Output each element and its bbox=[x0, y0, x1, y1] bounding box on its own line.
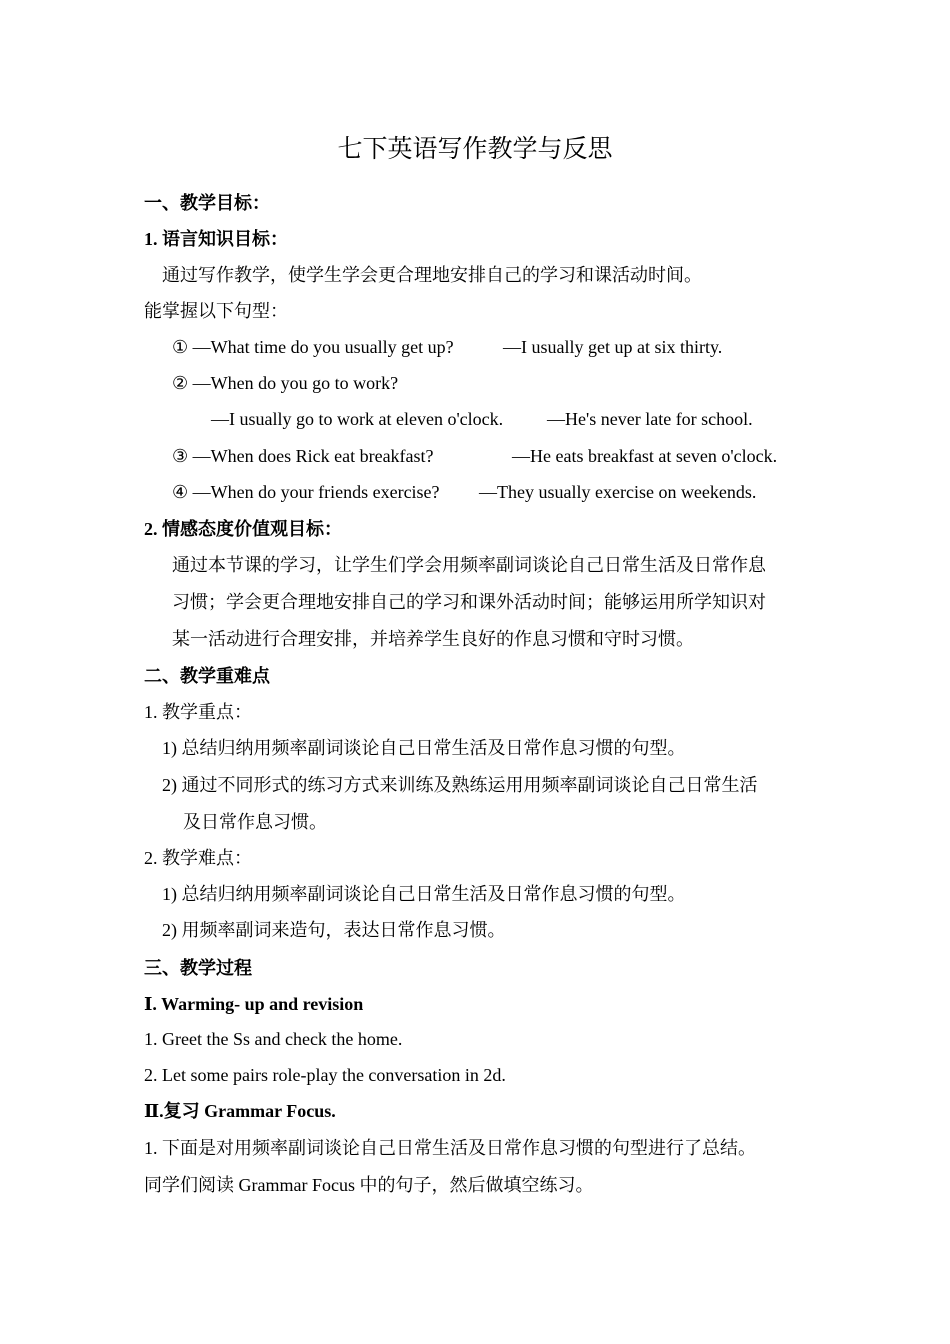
step-heading-grammar-focus: Ⅱ.复习 Grammar Focus. bbox=[144, 1101, 336, 1121]
list-item-continued: 及日常作息习惯。 bbox=[183, 812, 327, 832]
step-item: 2. Let some pairs role-play the conversation in 2d. bbox=[144, 1065, 506, 1085]
list-item: 1) 总结归纳用频率副词谈论自己日常生活及日常作息习惯的句型。 bbox=[162, 738, 686, 758]
list-item: 1) 总结归纳用频率副词谈论自己日常生活及日常作息习惯的句型。 bbox=[162, 884, 686, 904]
step-item-continued: 同学们阅读 Grammar Focus 中的句子，然后做填空练习。 bbox=[144, 1175, 594, 1195]
paragraph: 习惯；学会更合理地安排自己的学习和课外活动时间；能够运用所学知识对 bbox=[172, 592, 766, 612]
subheading-key-point: 1. 教学重点： bbox=[144, 702, 252, 722]
section-heading-goals: 一、教学目标： bbox=[144, 193, 270, 213]
example-sentence-3-answer: —He eats breakfast at seven o'clock. bbox=[512, 446, 778, 466]
step-item: 1. 下面是对用频率副词谈论自己日常生活及日常作息习惯的句型进行了总结。 bbox=[144, 1138, 756, 1158]
example-sentence-4-question: ④ —When do your friends exercise? bbox=[172, 482, 440, 502]
example-sentence-2-question: ② —When do you go to work? bbox=[172, 373, 399, 393]
list-item: 2) 用频率副词来造句，表达日常作息习惯。 bbox=[162, 920, 506, 940]
paragraph: 通过本节课的学习，让学生们学会用频率副词谈论自己日常生活及日常作息 bbox=[172, 555, 766, 575]
list-item: 2) 通过不同形式的练习方式来训练及熟练运用用频率副词谈论自己日常生活 bbox=[162, 775, 758, 795]
example-sentence-2-answer: —I usually go to work at eleven o'clock. bbox=[211, 409, 504, 429]
step-item: 1. Greet the Ss and check the home. bbox=[144, 1029, 403, 1049]
example-sentence-4-answer: —They usually exercise on weekends. bbox=[479, 482, 757, 502]
document-title: 七下英语写作教学与反思 bbox=[337, 136, 613, 163]
paragraph: 通过写作教学，使学生学会更合理地安排自己的学习和课活动时间。 bbox=[162, 265, 702, 285]
example-sentence-1-answer: —I usually get up at six thirty. bbox=[503, 337, 723, 357]
example-sentence-2-answer-b: —He's never late for school. bbox=[547, 409, 753, 429]
subheading-attitude-values: 2. 情感态度价值观目标： bbox=[144, 519, 342, 539]
example-sentence-1-question: ① —What time do you usually get up? bbox=[172, 337, 454, 357]
paragraph: 能掌握以下句型： bbox=[144, 301, 288, 321]
step-heading-warming-up: Ⅰ. Warming- up and revision bbox=[144, 994, 364, 1014]
example-sentence-3-question: ③ —When does Rick eat breakfast? bbox=[172, 446, 434, 466]
section-heading-process: 三、教学过程 bbox=[144, 958, 252, 978]
paragraph: 某一活动进行合理安排，并培养学生良好的作息习惯和守时习惯。 bbox=[172, 629, 694, 649]
section-heading-key-points: 二、教学重难点 bbox=[144, 666, 270, 686]
subheading-language-knowledge: 1. 语言知识目标： bbox=[144, 229, 288, 249]
subheading-difficult-point: 2. 教学难点： bbox=[144, 848, 252, 868]
